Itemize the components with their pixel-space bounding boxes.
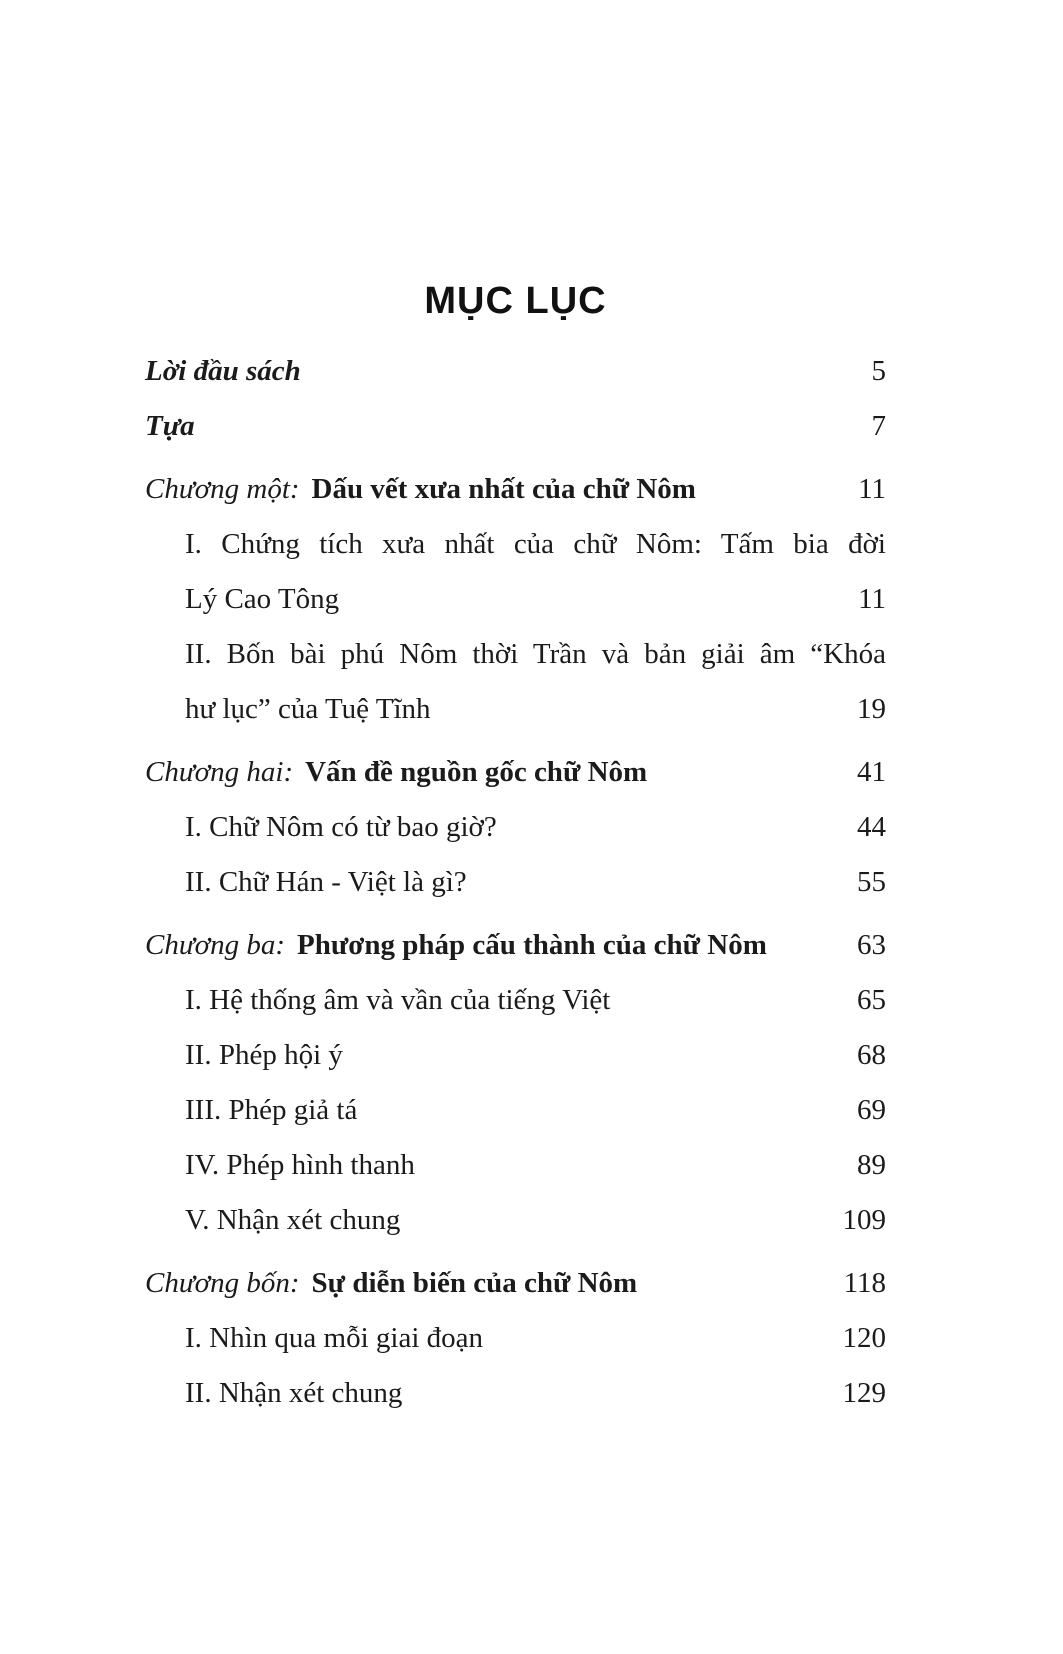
toc-entry-page: 89: [857, 1149, 886, 1181]
chapter-title: Dấu vết xưa nhất của chữ Nôm: [311, 473, 696, 505]
chapter-title: Vấn đề nguồn gốc chữ Nôm: [305, 756, 648, 788]
toc-section-label: I. Hệ thống âm và vần của tiếng Việt: [185, 984, 611, 1016]
toc-section: [145, 1311, 886, 1366]
chapter-prefix: Chương ba:: [145, 929, 286, 961]
toc-section-label: V. Nhận xét chung: [185, 1204, 401, 1236]
toc-chapter-label: [145, 745, 647, 800]
toc-entry-page: 19: [857, 693, 886, 725]
toc-chapter-label: [145, 462, 696, 517]
toc-entry-page: 11: [858, 583, 886, 615]
toc-section-label: II. Phép hội ý: [185, 1039, 343, 1071]
toc-chapter: [145, 918, 886, 973]
toc-section-line2-row: [185, 572, 886, 627]
toc-entry: [145, 344, 886, 399]
toc-chapter: [145, 462, 886, 517]
toc-entry-page: 11: [858, 473, 886, 505]
toc-entry-label: Lời đầu sách: [145, 355, 301, 387]
chapter-prefix: Chương bốn:: [145, 1267, 300, 1299]
toc-section: [145, 627, 886, 737]
toc-section-label: I. Chữ Nôm có từ bao giờ?: [185, 811, 497, 843]
toc-entry-page: 63: [857, 929, 886, 961]
chapter-title: Phương pháp cấu thành của chữ Nôm: [297, 929, 767, 961]
toc-entry-page: 69: [857, 1094, 886, 1126]
toc-entry-page: 7: [871, 410, 886, 442]
toc-section: [145, 1366, 886, 1421]
toc-chapter-label: [145, 918, 767, 973]
toc-section-label: II. Nhận xét chung: [185, 1377, 403, 1409]
toc-entry-page: 109: [842, 1204, 886, 1236]
toc-section-line1: I. Chứng tích xưa nhất của chữ Nôm: Tấm bia đời: [185, 528, 886, 560]
chapter-prefix: Chương hai:: [145, 756, 294, 788]
toc-entry-page: 41: [857, 756, 886, 788]
toc-section: [145, 800, 886, 855]
toc-section-label: I. Nhìn qua mỗi giai đoạn: [185, 1322, 484, 1354]
chapter-prefix: Chương một:: [145, 473, 300, 505]
toc-section-line2-row: [185, 682, 886, 737]
toc-entry-page: 55: [857, 866, 886, 898]
toc-entry-page: 44: [857, 811, 886, 843]
toc-entry-page: 129: [842, 1377, 886, 1409]
toc-section: [145, 1083, 886, 1138]
toc-section: [145, 1028, 886, 1083]
toc-section: [145, 1193, 886, 1248]
toc-chapter-label: [145, 1256, 637, 1311]
toc-section-line2: hư lục” của Tuệ Tĩnh: [185, 693, 431, 725]
toc-entry-page: 120: [842, 1322, 886, 1354]
page-title: MỤC LỤC: [424, 280, 607, 322]
toc-section: [145, 1138, 886, 1193]
toc-section-label: III. Phép giả tá: [185, 1094, 358, 1126]
toc-section: [145, 973, 886, 1028]
toc-section-line1: II. Bốn bài phú Nôm thời Trần và bản giải âm “Khóa: [185, 638, 886, 670]
toc-section-line2: Lý Cao Tông: [185, 583, 340, 615]
toc-entry-page: 118: [843, 1267, 886, 1299]
toc-entry-page: 65: [857, 984, 886, 1016]
toc-section-label: IV. Phép hình thanh: [185, 1149, 415, 1181]
toc-entry-label: Tựa: [145, 410, 195, 442]
toc-entry-page: 5: [871, 355, 886, 387]
toc-entry-page: 68: [857, 1039, 886, 1071]
toc-chapter: [145, 745, 886, 800]
toc-section: [145, 517, 886, 627]
table-of-contents: [145, 282, 886, 1421]
chapter-title: Sự diễn biến của chữ Nôm: [311, 1267, 638, 1299]
toc-entry: [145, 399, 886, 454]
toc-section: [145, 855, 886, 910]
toc-chapter: [145, 1256, 886, 1311]
toc-section-label: II. Chữ Hán - Việt là gì?: [185, 866, 467, 898]
